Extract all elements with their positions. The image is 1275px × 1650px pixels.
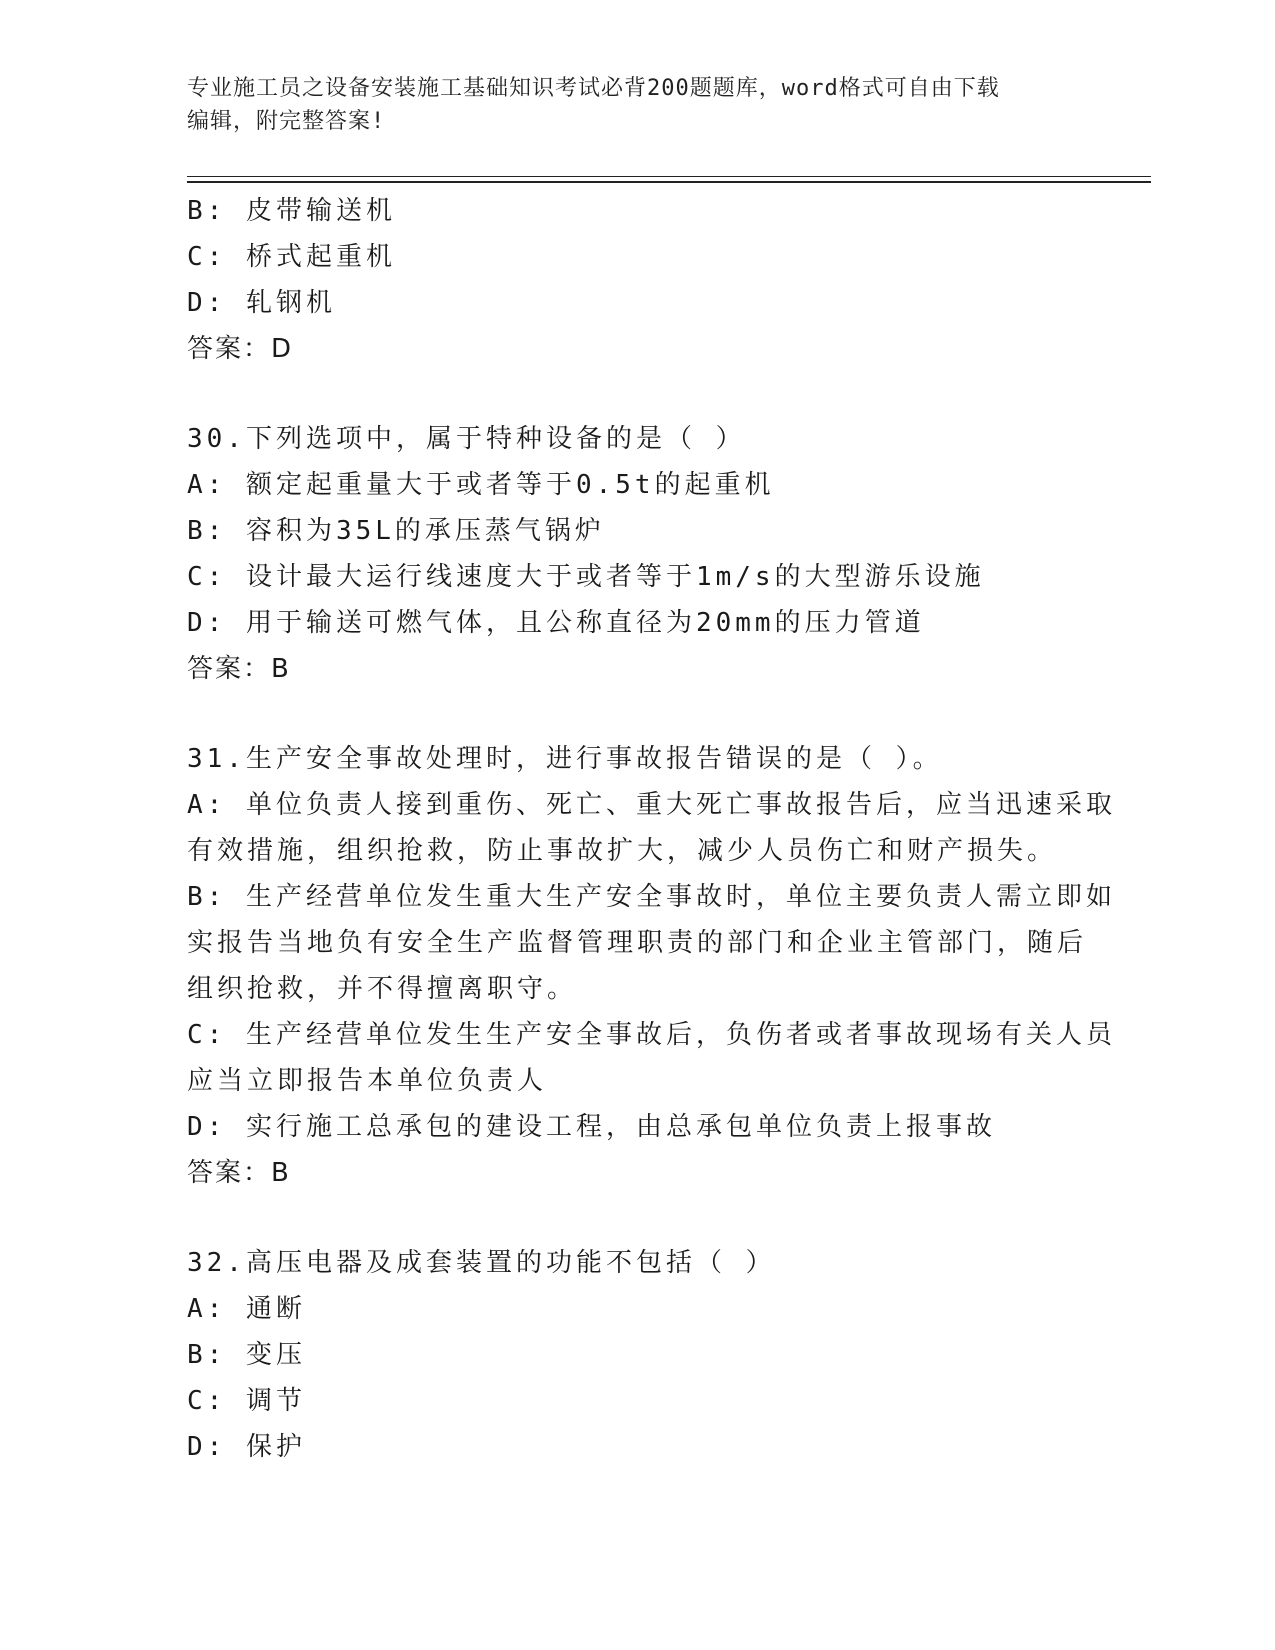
option-b-line-3: 组织抢救，并不得擅离职守。 — [187, 974, 578, 1004]
spacer — [187, 1196, 1087, 1240]
option-b: B: 容积为35L的承压蒸气锅炉 — [187, 516, 605, 546]
question-stem: 30.下列选项中，属于特种设备的是（ ） — [187, 424, 746, 454]
option-c: C: 设计最大运行线速度大于或者等于1m/s的大型游乐设施 — [187, 562, 985, 592]
spacer — [187, 372, 1087, 416]
header-line-1: 专业施工员之设备安装施工基础知识考试必背200题题库，word格式可自由下载 — [187, 76, 1000, 101]
header-divider-thick — [187, 181, 1151, 183]
header-divider-thin — [187, 176, 1151, 177]
question-31 — [187, 736, 1116, 1196]
question-32 — [187, 1240, 1087, 1470]
page-header — [187, 72, 1087, 138]
answer-line: 答案：D — [187, 334, 294, 364]
option-d: D: 用于输送可燃气体，且公称直径为20mm的压力管道 — [187, 608, 925, 638]
option-b: B: 变压 — [187, 1340, 306, 1370]
option-b-line-1: B: 生产经营单位发生重大生产安全事故时，单位主要负责人需立即如 — [187, 882, 1116, 912]
option-d: D: 轧钢机 — [187, 288, 336, 318]
option-d: D: 实行施工总承包的建设工程，由总承包单位负责上报事故 — [187, 1112, 996, 1142]
answer-line: 答案：B — [187, 654, 291, 684]
option-b-line-2: 实报告当地负有安全生产监督管理职责的部门和企业主管部门，随后 — [187, 928, 1088, 958]
option-a: A: 通断 — [187, 1294, 306, 1324]
option-c: C: 桥式起重机 — [187, 242, 396, 272]
option-d: D: 保护 — [187, 1432, 306, 1462]
question-30 — [187, 416, 1087, 692]
option-c-line-2: 应当立即报告本单位负责人 — [187, 1066, 548, 1096]
option-a-line-1: A: 单位负责人接到重伤、死亡、重大死亡事故报告后，应当迅速采取 — [187, 790, 1116, 820]
header-line-2: 编辑，附完整答案! — [187, 109, 386, 134]
option-b: B: 皮带输送机 — [187, 196, 396, 226]
previous-question-tail — [187, 188, 1087, 372]
option-c-line-1: C: 生产经营单位发生生产安全事故后，负伤者或者事故现场有关人员 — [187, 1020, 1116, 1050]
question-content — [187, 188, 1116, 1470]
option-a-line-2: 有效措施，组织抢救，防止事故扩大，减少人员伤亡和财产损失。 — [187, 836, 1058, 866]
spacer — [187, 692, 1087, 736]
question-stem: 31.生产安全事故处理时，进行事故报告错误的是（ ）。 — [187, 744, 943, 774]
option-c: C: 调节 — [187, 1386, 306, 1416]
option-a: A: 额定起重量大于或者等于0.5t的起重机 — [187, 470, 775, 500]
question-stem: 32.高压电器及成套装置的功能不包括（ ） — [187, 1248, 776, 1278]
answer-line: 答案：B — [187, 1158, 291, 1188]
